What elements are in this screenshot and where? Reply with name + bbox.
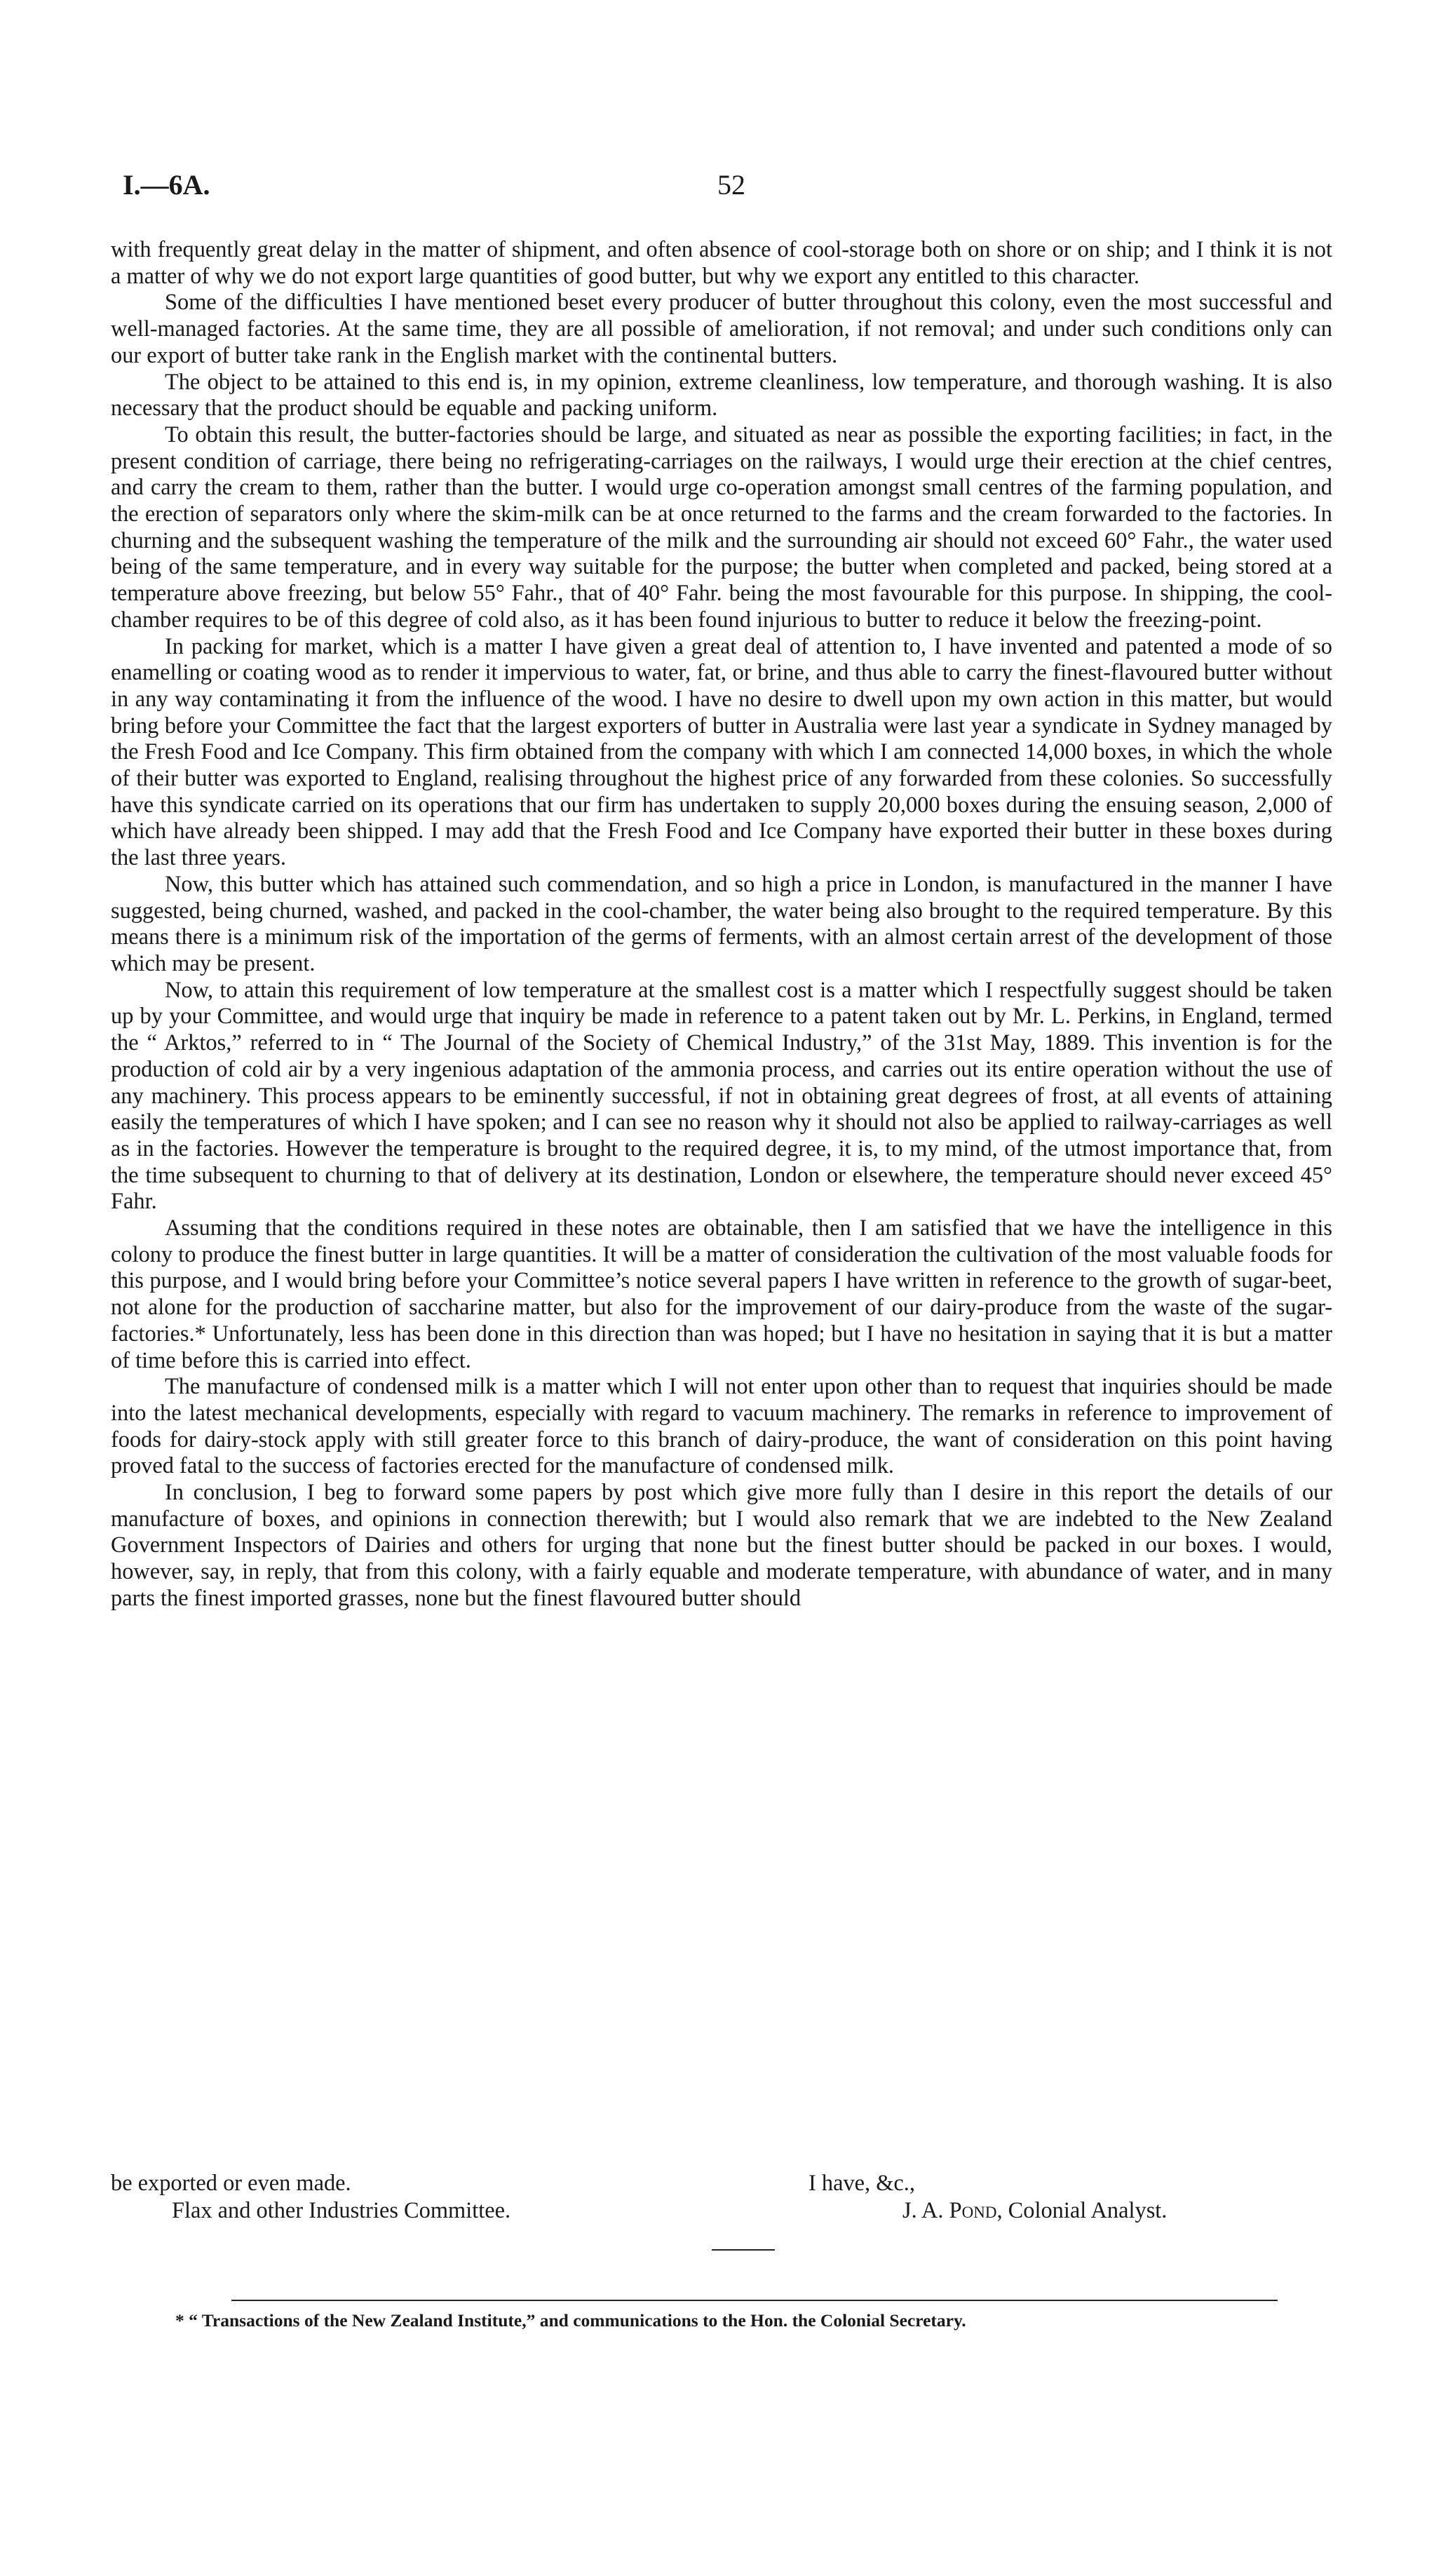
signature-initials: J. A.	[902, 2198, 944, 2223]
letter-body	[111, 237, 1332, 1612]
footnote-divider	[231, 2300, 1278, 2301]
signature-line	[111, 2198, 1332, 2225]
page-number: 52	[717, 169, 745, 201]
paragraph-commendation: Now, this butter which has attained such commendation, and so high a price in London, is manufactured in the manner I have suggested, being churned, washed, and packed in the cool-chamber, the water being also brought to the required temperature. By this means there is a minimum risk of the importation of the germs of ferments, with an almost certain arrest of the development of those which may be present.	[111, 871, 1332, 976]
paragraph-conclusion: In conclusion, I beg to forward some papers by post which give more fully than I desire in this report the details of our manufacture of boxes, and opinions in connection therewith; but I would also remark that we are indebted to the New Zealand Government Inspectors of Dairies and others for urging that none but the finest butter should be packed in our boxes. I would, however, say, in reply, that from this colony, with a fairly equable and moderate temperature, with abundance of water, and in many parts the finest imported grasses, none but the finest flavoured butter should	[111, 1480, 1332, 1611]
paragraph-packing: In packing for market, which is a matter I have given a great deal of attention to, I have invented and patented a mode of so enamelling or coating wood as to render it impervious to water, fat, or brine, and thus able to carry the finest-flavoured butter without in any way contaminating it from the influence of the wood. I have no desire to dwell upon my own action in this matter, but would bring before your Committee the fact that the largest exporters of butter in Australia were last year a syndicate in Sydney managed by the Fresh Food and Ice Company. This firm obtained from the company with which I am connected 14,000 boxes, in which the whole of their butter was exported to England, realising throughout the highest price of any forwarded from these colonies. So successfully have this syndicate carried on its operations that our firm has undertaken to supply 20,000 boxes during the ensuing season, 2,000 of which have already been shipped. I may add that the Fresh Food and Ice Company have exported their butter in these boxes during the last three years.	[111, 633, 1332, 871]
paragraph-conditions: Assuming that the conditions required in these notes are obtainable, then I am satisfied that we have the intelligence in this colony to produce the finest butter in large quantities. It will be a matter of consideration the cultivation of the most valuable foods for this purpose, and I would bring before your Committee’s notice several papers I have written in reference to the growth of sugar-beet, not alone for the production of saccharine matter, but also for the improvement of our dairy-produce from the waste of the sugar-factories.* Unfortunately, less has been done in this direction than was hoped; but I have no hesitation in saying that it is but a matter of time before this is carried into effect.	[111, 1215, 1332, 1373]
signature-surname: Pond	[949, 2198, 997, 2223]
paragraph-factories: To obtain this result, the butter-factories should be large, and situated as near as possible the exporting facilities; in fact, in the present condition of carriage, there being no refrigerating-carriages on the railways, I would urge their erection at the chief centres, and carry the cream to them, rather than the butter. I would urge co-operation amongst small centres of the farming population, and the erection of separators only where the skim-milk can be at once returned to the farms and the cream forwarded to the factories. In churning and the subsequent washing the temperature of the milk and the surrounding air should not exceed 60° Fahr., the water used being of the same temperature, and in every way suitable for the purpose; the butter when completed and packed, being stored at a temperature above freezing, but below 55° Fahr., that of 40° Fahr. being the most favourable for this purpose. In shipping, the cool-chamber requires to be of this degree of cold also, as it has been found injurious to butter to reduce it below the freezing-point.	[111, 422, 1332, 633]
footnote: * “ Transactions of the New Zealand Institute,” and communications to the Hon. the Colonial Secretary.	[175, 2310, 966, 2331]
valediction: I have, &c.,	[809, 2171, 915, 2196]
closing-divider	[712, 2249, 775, 2251]
signature-title: , Colonial Analyst.	[996, 2198, 1168, 2223]
signature	[902, 2198, 1167, 2225]
paragraph-difficulties: Some of the difficulties I have mentioned beset every producer of butter throughout this colony, even the most successful and well-managed factories. At the same time, they are all possible of amelioration, if not removal; and under such conditions only can our export of butter take rank in the English market with the continental butters.	[111, 290, 1332, 368]
paragraph-low-temperature: Now, to attain this requirement of low temperature at the smallest cost is a matter which I respectfully suggest should be taken up by your Committee, and would urge that inquiry be made in reference to a patent taken out by Mr. L. Perkins, in England, termed the “ Arktos,” referred to in “ The Journal of the Society of Chemical Industry,” of the 31st May, 1889. This invention is for the production of cold air by a very ingenious adaptation of the ammonia process, and carries out its entire operation without the use of any machinery. This process appears to be eminently successful, if not in obtaining great degrees of frost, at all events of attaining easily the temperatures of which I have spoken; and I can see no reason why it should not also be applied to railway-carriages as well as in the factories. However the temperature is brought to the required degree, it is, to my mind, of the utmost importance that, from the time subsequent to churning to that of delivery at its destination, London or elsewhere, the temperature should never exceed 45° Fahr.	[111, 977, 1332, 1215]
paragraph-object: The object to be attained to this end is, in my opinion, extreme cleanliness, low temperature, and thorough washing. It is also necessary that the product should be equable and packing uniform.	[111, 369, 1332, 422]
paragraph-condensed-milk: The manufacture of condensed milk is a matter which I will not enter upon other than to request that inquiries should be made into the latest mechanical developments, especially with regard to vacuum machinery. The remarks in reference to improvement of foods for dairy-stock apply with still greater force to this branch of dairy-produce, the want of consideration on this point having proved fatal to the success of factories erected for the manufacture of condensed milk.	[111, 1374, 1332, 1479]
paper-reference: I.—6A.	[123, 169, 210, 201]
closing-text: be exported or even made.	[111, 2171, 351, 2196]
closing-line	[111, 2171, 1332, 2197]
addressee: Flax and other Industries Committee.	[172, 2198, 511, 2223]
paragraph-continued: with frequently great delay in the matter of shipment, and often absence of cool-storage both on shore or on ship; and I think it is not a matter of why we do not export large quantities of good butter, but why we export any entitled to this character.	[111, 237, 1332, 289]
page-header	[123, 168, 1343, 203]
